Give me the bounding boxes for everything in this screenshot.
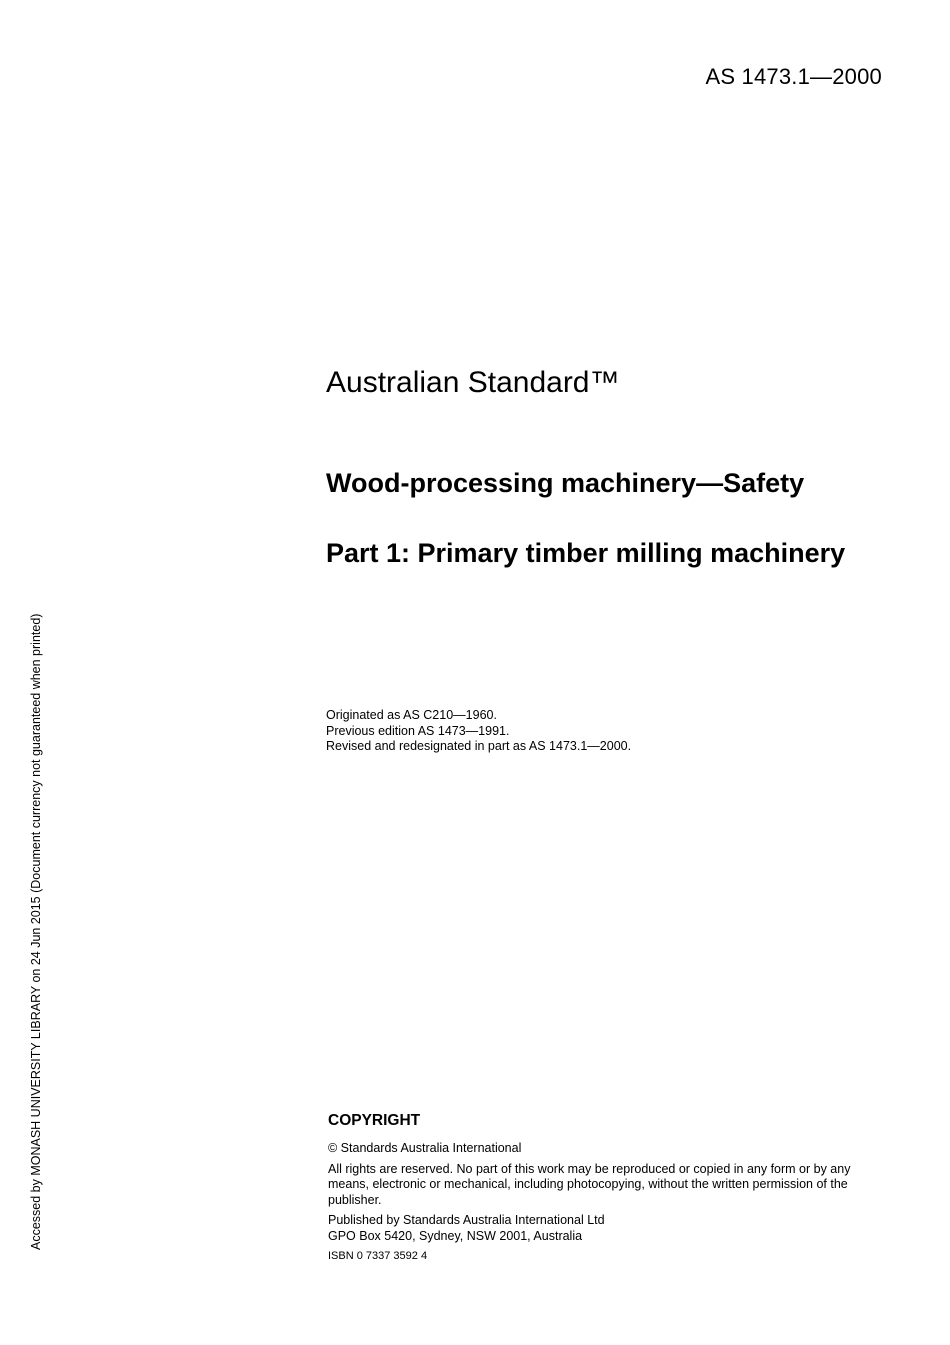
history-line-originated: Originated as AS C210—1960. — [326, 708, 497, 722]
edition-history — [326, 708, 631, 755]
access-watermark: Accessed by MONASH UNIVERSITY LIBRARY on 24 Jun 2015 (Document currency not guaranteed when printed) — [29, 613, 43, 1250]
history-line-previous: Previous edition AS 1473—1991. — [326, 723, 510, 738]
document-subtitle: Part 1: Primary timber milling machinery — [326, 538, 846, 568]
publisher-line: Published by Standards Australia International Ltd — [328, 1213, 605, 1227]
copyright-heading: COPYRIGHT — [328, 1112, 421, 1129]
document-title: Wood-processing machinery—Safety — [326, 468, 805, 498]
standard-designation: AS 1473.1—2000 — [705, 64, 882, 89]
copyright-rights: All rights are reserved. No part of this work may be reproduced or copied in any form or by any means, electronic or mechanical, including photocopying, without the written permission of the publisher. — [328, 1161, 851, 1207]
copyright-owner: © Standards Australia International — [328, 1141, 522, 1155]
isbn: ISBN 0 7337 3592 4 — [328, 1250, 428, 1262]
publisher-address: GPO Box 5420, Sydney, NSW 2001, Australia — [328, 1228, 583, 1243]
history-line-revised: Revised and redesignated in part as AS 1473.1—2000. — [326, 739, 632, 753]
copyright-block — [328, 1112, 884, 1270]
publisher-info — [328, 1213, 884, 1244]
standard-brand: Australian Standard™ — [326, 366, 620, 399]
